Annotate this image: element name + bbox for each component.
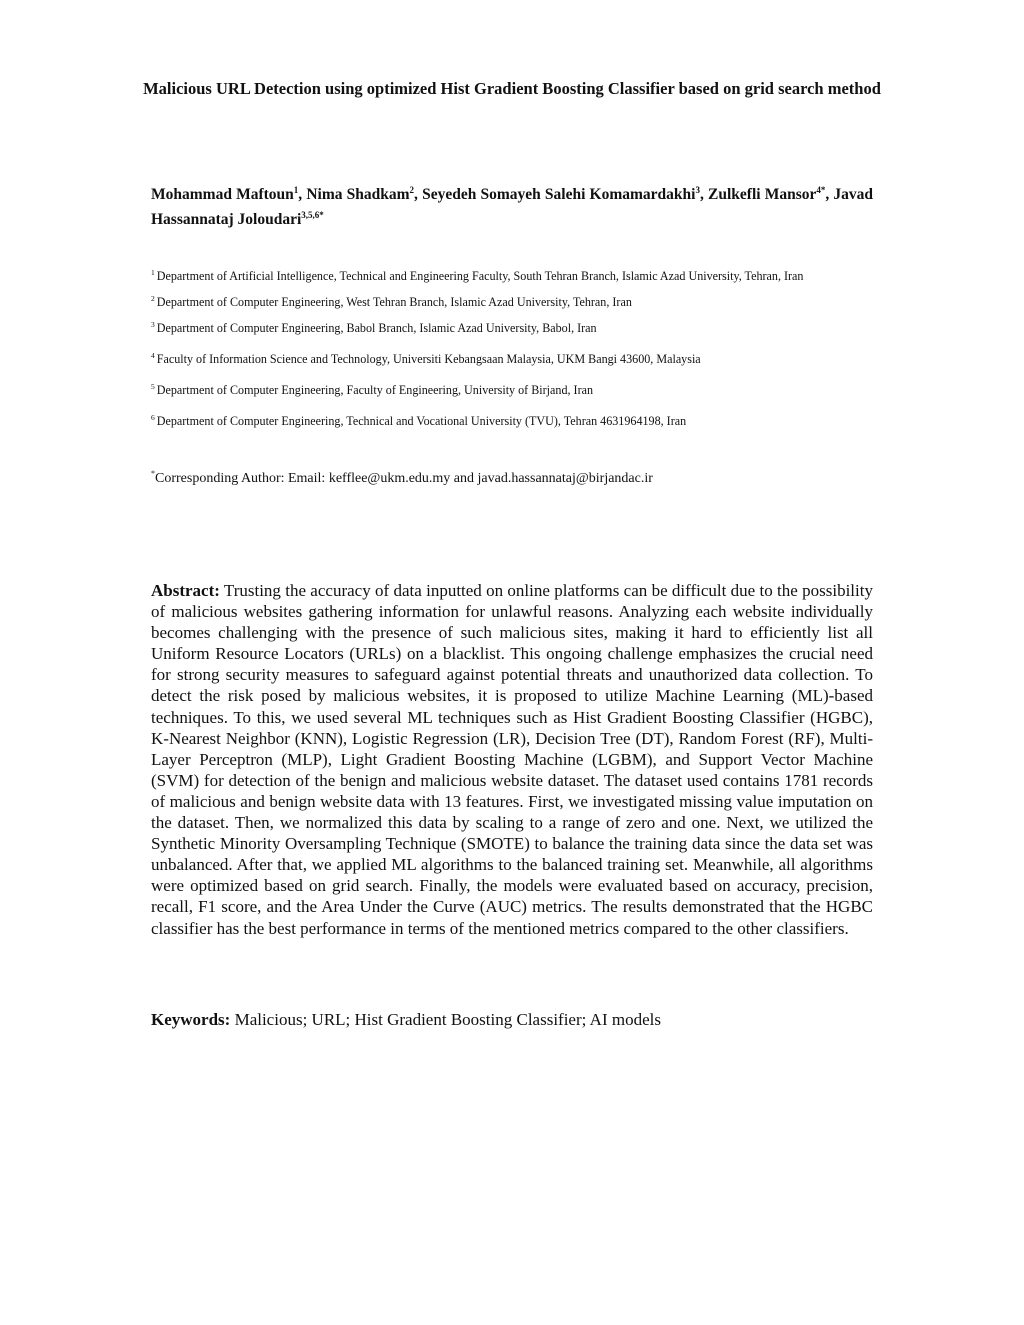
author-name: Seyedeh Somayeh Salehi Komamardakhi [422,186,696,203]
author-name: Javad Hassannataj Joloudari [151,186,874,228]
affiliation-number: 6 [151,413,155,422]
affiliation-number: 4 [151,351,155,360]
author-separator: , [825,186,834,203]
affiliation-number: 2 [151,294,155,303]
keywords-text: Malicious; URL; Hist Gradient Boosting Classifier; AI models [234,1010,661,1029]
paper-title: Malicious URL Detection using optimized Hist Gradient Boosting Classifier based on grid search method [143,79,881,98]
affiliation-4 [151,351,901,367]
affiliation-5 [151,382,901,398]
author-name: Mohammad Maftoun [151,186,294,203]
affiliation-text: Department of Computer Engineering, Technical and Vocational University (TVU), Tehran 4631964198, Iran [156,414,687,428]
author-separator: , [298,186,307,203]
author-affiliation-mark: 3 [695,185,700,195]
affiliation-6 [151,413,901,429]
abstract [151,580,873,939]
author-affiliation-mark: 1 [293,185,299,195]
author-affiliation-mark: 3,5,6* [301,210,324,220]
affiliation-text: Department of Artificial Intelligence, Technical and Engineering Faculty, South Tehran Branch, Islamic Azad University, Tehran, Iran [156,269,804,283]
affiliation-3 [151,320,901,336]
corresponding-author [151,470,653,488]
affiliation-text: Department of Computer Engineering, Faculty of Engineering, University of Birjand, Iran [156,383,594,397]
author-name: Nima Shadkam [306,186,410,203]
corresponding-mark: * [151,469,155,478]
abstract-label: Abstract: [151,581,220,600]
affiliation-1 [151,268,901,284]
abstract-text: Trusting the accuracy of data inputted on online platforms can be difficult due to the possibility of malicious websites gathering information for unlawful reasons. Analyzing each website individually becomes challenging with the presence of such malicious sites, making it hard to efficiently list all Uniform Resource Locators (URLs) on a blacklist. This ongoing challenge emphasizes the crucial need for strong security measures to safeguard against potential threats and unauthorized data collection. To detect the risk posed by malicious websites, it is proposed to utilize Machine Learning (ML)-based techniques. To this, we used several ML techniques such as Hist Gradient Boosting Classifier (HGBC), K-Nearest Neighbor (KNN), Logistic Regression (LR), Decision Tree (DT), Random Forest (RF), Multi-Layer Perceptron (MLP), Light Gradient Boosting Machine (LGBM), and Support Vector Machine (SVM) for detection of the benign and malicious website dataset. The dataset used contains 1781 records of malicious and benign website data with 13 features. First, we investigated missing value imputation on the dataset. Then, we normalized this data by scaling to a range of zero and one. Next, we utilized the Synthetic Minority Oversampling Technique (SMOTE) to balance the training data since the data set was unbalanced. After that, we applied ML algorithms to the balanced training set. Meanwhile, all algorithms were optimized based on grid search. Finally, the models were evaluated based on accuracy, precision, recall, F1 score, and the Area Under the Curve (AUC) metrics. The results demonstrated that the HGBC classifier has the best performance in terms of the mentioned metrics compared to the other classifiers. [151,581,873,938]
author-name: Zulkefli Mansor [708,186,817,203]
author-separator: , [699,186,709,203]
affiliation-number: 5 [151,382,155,391]
affiliation-text: Department of Computer Engineering, West Tehran Branch, Islamic Azad University, Tehran, Iran [156,295,632,309]
keywords-label: Keywords: [151,1010,231,1029]
keywords [151,1009,873,1030]
affiliation-text: Faculty of Information Science and Technology, Universiti Kebangsaan Malaysia, UKM Bangi 43600, Malaysia [156,352,701,366]
author-separator: , [414,186,423,203]
author-list [151,182,873,232]
corresponding-text: Corresponding Author: Email: kefflee@ukm.edu.my and javad.hassannataj@birjandac.ir [155,471,653,486]
affiliation-number: 3 [151,320,155,329]
affiliation-number: 1 [151,268,155,277]
affiliation-2 [151,294,901,310]
author-affiliation-mark: 4* [816,185,826,195]
affiliation-text: Department of Computer Engineering, Babol Branch, Islamic Azad University, Babol, Iran [156,321,597,335]
author-affiliation-mark: 2 [409,185,415,195]
